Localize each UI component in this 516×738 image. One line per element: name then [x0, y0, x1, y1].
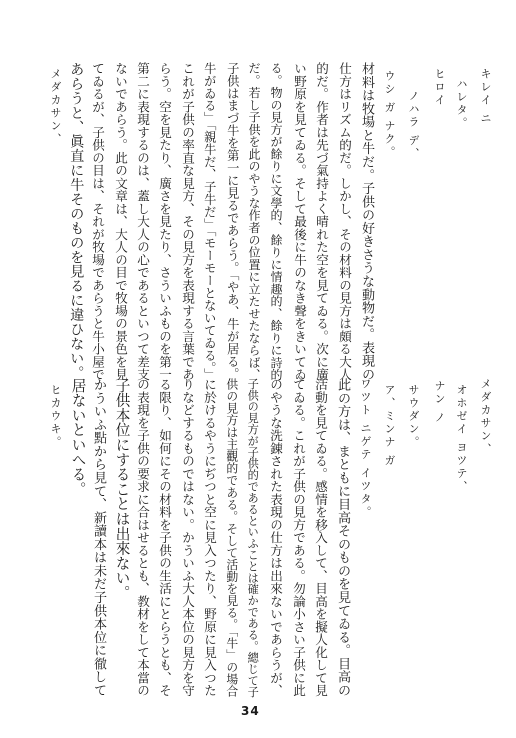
- prose-line: 活動を見てゐる。感情を移入して、目高を擬人化して見: [313, 378, 329, 697]
- prose-line: 仕方はリズム的だ。しかし、その材料の見方は頗る大人: [337, 62, 353, 381]
- example-verse-line: サウダン。: [407, 384, 420, 449]
- prose-line: 此の方は、まともに目高そのものを見てゐる。目高の: [335, 378, 351, 697]
- example-verse-line: オホゼイ ヨツテ、: [455, 384, 468, 494]
- prose-line: ないであらう。此の文章は、大人の目で牧場の景色を見: [113, 62, 129, 381]
- prose-line: これが子供の率直な見方、その見方を表現する言葉であ: [180, 62, 196, 381]
- example-verse-line: ノハラ デ、: [407, 90, 420, 161]
- example-verse-line: キレイ ニ: [479, 68, 492, 126]
- prose-line: てゐる。これが子供の見方である。勿論小さい子供に此: [291, 378, 307, 697]
- prose-line: の表現を子供の要求に合はせるとも、教材をして本當の: [135, 378, 151, 697]
- prose-line: だ。若し子供を此のやうな作者の位置に立たせたならば、: [247, 62, 262, 381]
- prose-line: 子供の見方が子供的であるといふことは確かである。總じて子: [246, 378, 260, 698]
- example-verse-line: ナン ノ: [433, 380, 446, 425]
- example-verse-line: メダカサン、: [479, 378, 492, 456]
- prose-line: あらうと、眞直に牛そのものを見るに違ひない。: [68, 62, 85, 380]
- prose-line: 材料は牧場と牛だ。子供の好きさうな動物だ。表現の: [359, 62, 375, 381]
- prose-line: 牛がゐる」「親牛だ、子牛だ」「モーモーとないてゐる。」: [202, 62, 217, 381]
- example-verse-line: ハレタ。: [455, 78, 468, 130]
- prose-line: 的だ。作者は先づ氣持よく晴れた空を見てゐる。次に廣: [314, 62, 330, 381]
- prose-line: 子供はまづ牛を第一に見るであらう。「やあ、牛が居る。: [225, 62, 240, 381]
- prose-line: 居ないといへる。: [69, 378, 87, 497]
- example-verse-line: ワツト ニゲテ イツタ。: [359, 378, 372, 519]
- prose-line: る。物の見方が餘りに文學的、餘りに情趣的、餘りに詩的: [269, 62, 284, 381]
- prose-line: りなどするものではない。かういふ大人本位の見方を守: [180, 378, 196, 697]
- example-verse-line: ウシ ガ ナク。: [383, 70, 396, 159]
- prose-line: に於けるやうにぢつと空に見入つたり、野原に見入つた: [202, 378, 218, 697]
- prose-line: 供の見方は主觀的である。そして活動を見る。「牛」の場合: [224, 378, 239, 698]
- prose-line: 第二に表現するのは、蓋し大人の心であるといつて差支: [135, 62, 151, 381]
- prose-line: てゐるが、子供の目は、それが牧場であらうと牛小屋で: [90, 62, 106, 381]
- page-number: 34: [241, 704, 260, 718]
- example-verse-line: ヒカウキ。: [49, 384, 62, 449]
- prose-line: い野原を見てゐる。そして最後に牛のなき聲をきいてゐ: [292, 62, 308, 381]
- prose-line: る限り、如何にその材料を子供の生活にとらうとも、そ: [157, 378, 173, 697]
- prose-line: のやうな洗錬された表現の仕方は出來ないであらうが、: [268, 378, 284, 697]
- prose-line: かういふ點から見て、新讀本は未だ子供本位に徹して: [91, 378, 107, 697]
- example-verse-line: ア、ミンナ ガ: [383, 384, 396, 468]
- example-verse-line: ヒロイ: [433, 68, 446, 107]
- prose-line: らう。空を見たり、廣さを見たり、さういふものを第一: [157, 62, 173, 381]
- example-verse-line: メダカサン、: [49, 68, 62, 146]
- prose-line: 子供本位にすることは出來ない。: [113, 378, 131, 600]
